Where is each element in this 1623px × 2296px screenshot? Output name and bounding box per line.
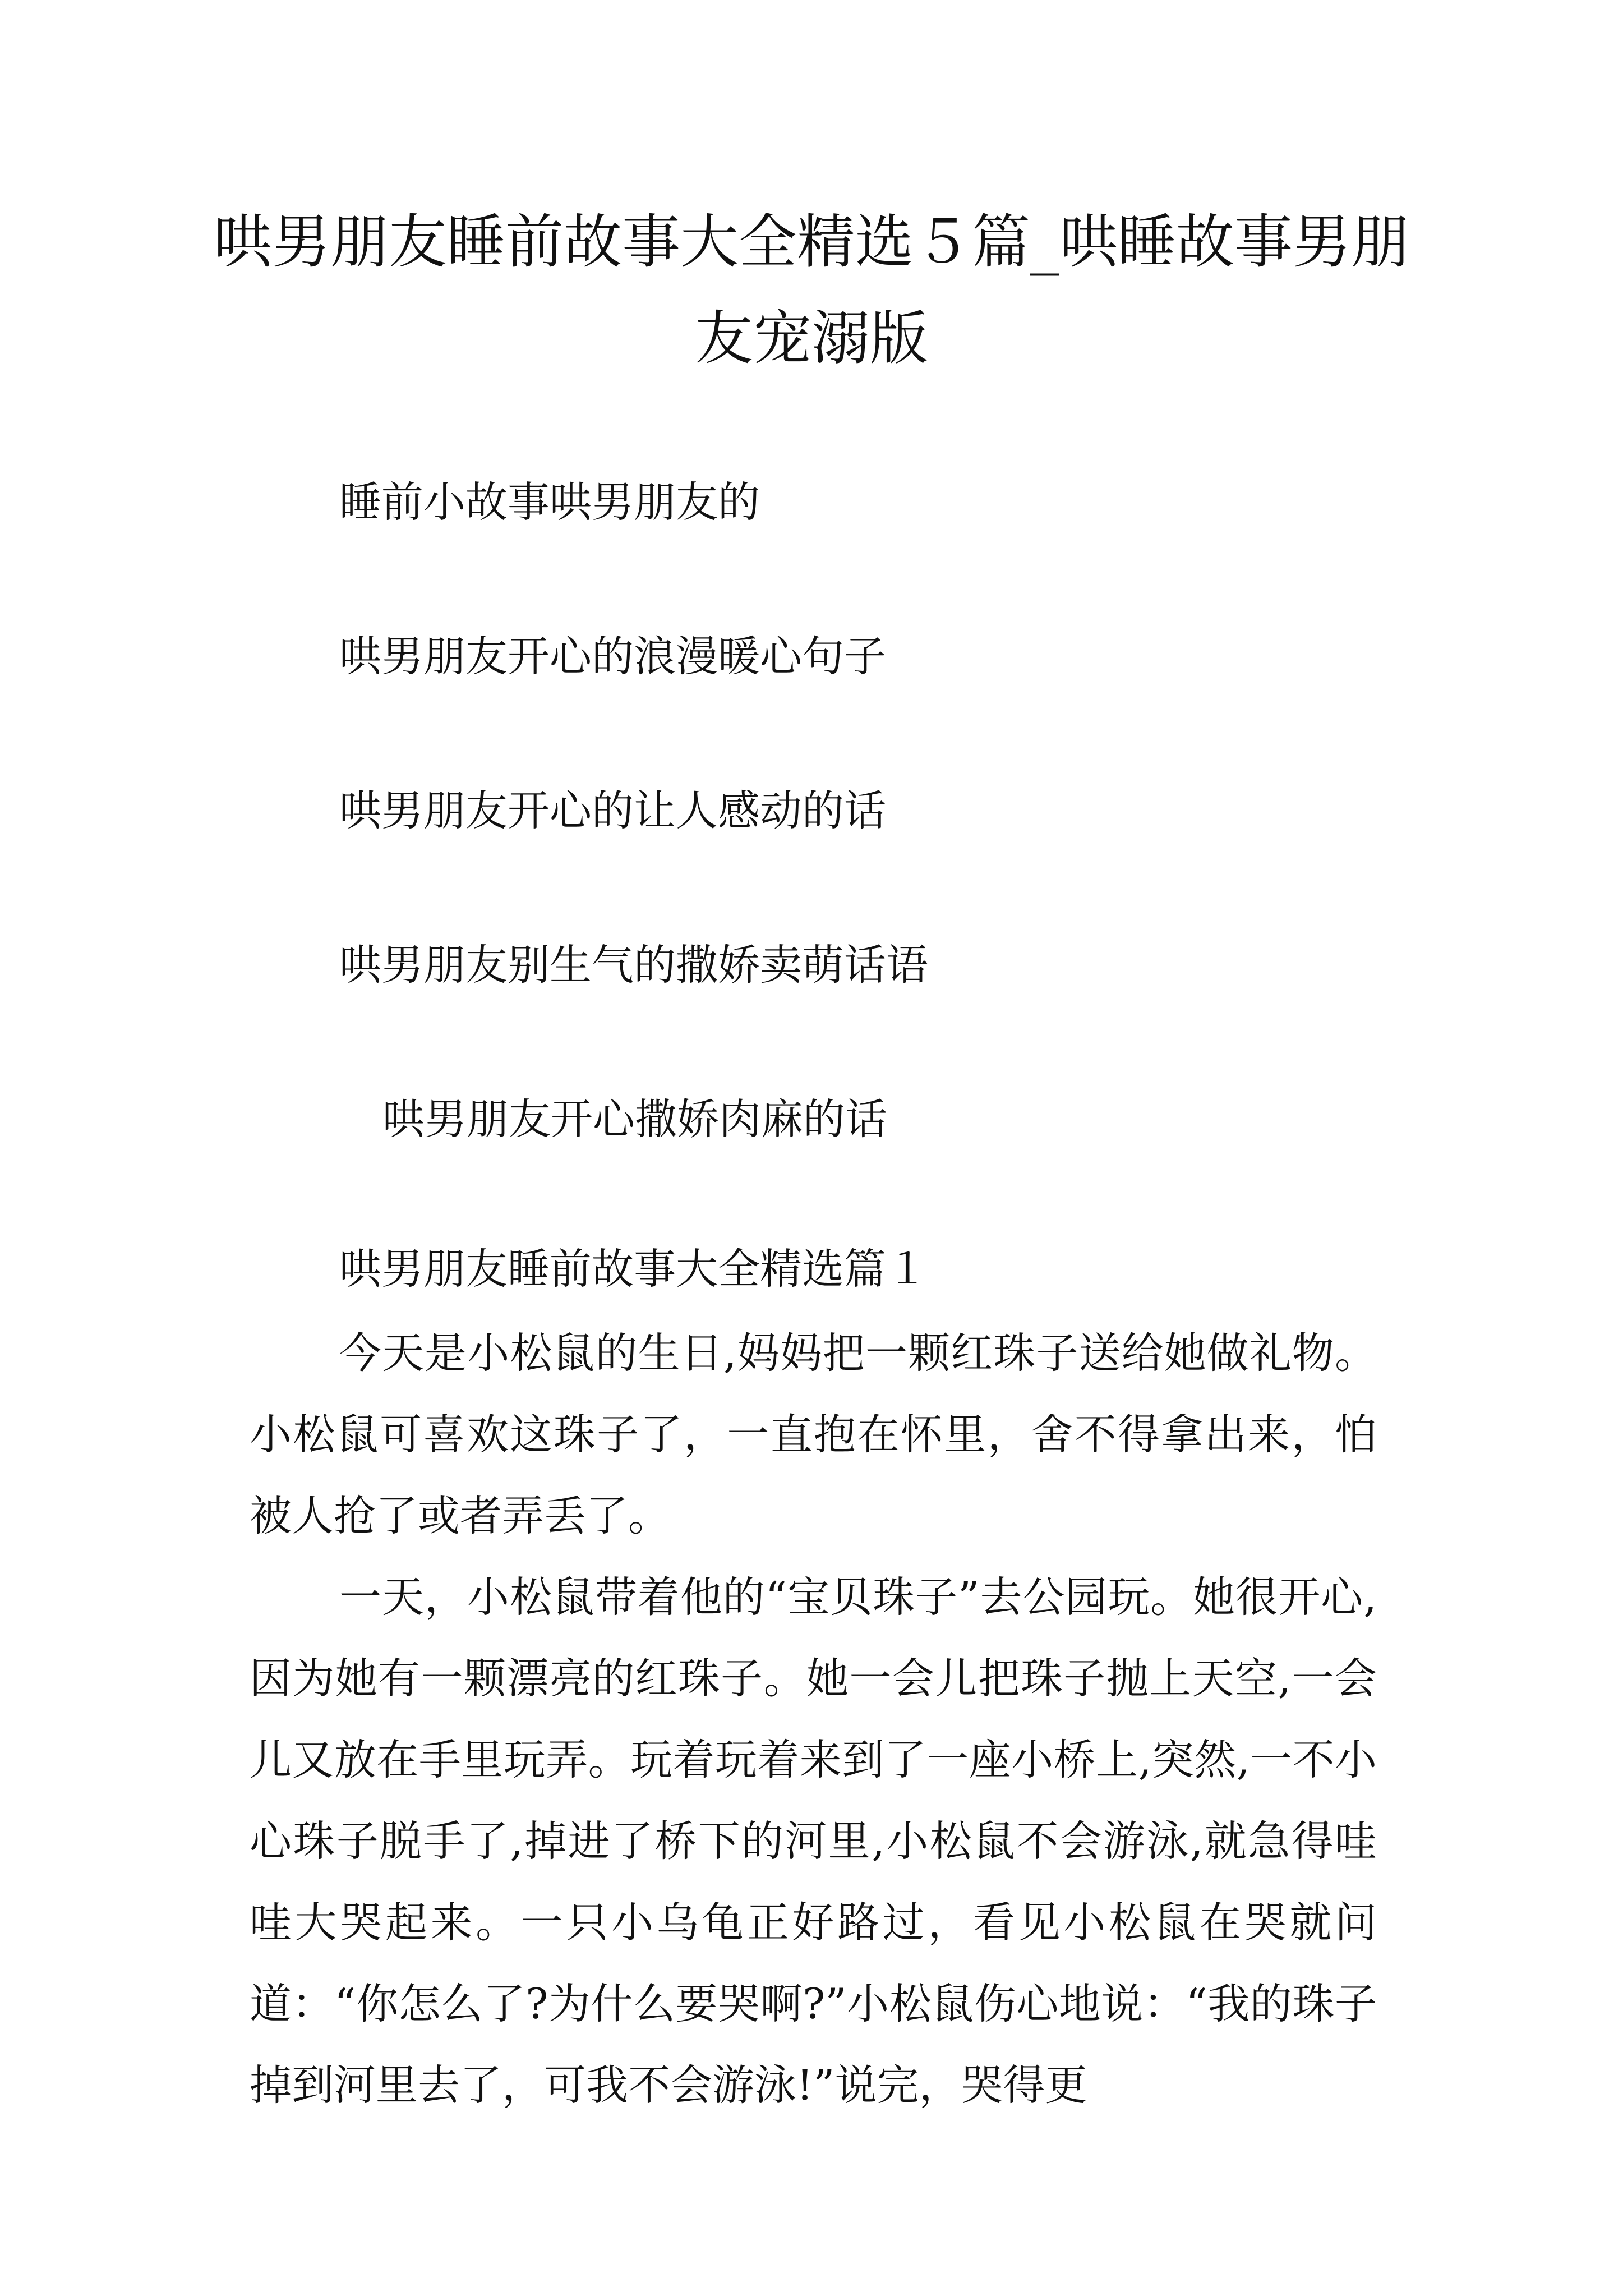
section-title: 哄男朋友睡前故事大全精选篇１ bbox=[339, 1244, 929, 1294]
related-link-5[interactable]: 哄男朋友开心撒娇肉麻的话 bbox=[382, 1094, 888, 1144]
related-link-4[interactable]: 哄男朋友别生气的撒娇卖萌话语 bbox=[339, 940, 929, 990]
story-body bbox=[250, 1313, 1377, 2126]
related-link-2[interactable]: 哄男朋友开心的浪漫暖心句子 bbox=[339, 632, 887, 681]
related-link-1[interactable]: 睡前小故事哄男朋友的 bbox=[339, 477, 760, 527]
related-link-3[interactable]: 哄男朋友开心的让人感动的话 bbox=[339, 786, 887, 835]
document-title: 哄男朋友睡前故事大全精选５篇_哄睡故事男朋友宠溺版 bbox=[213, 208, 1409, 372]
story-paragraph-2: 一天，小松鼠带着他的“宝贝珠子”去公园玩。她很开心,因为她有一颗漂亮的红珠子。她一会儿把珠子抛上天空,一会儿又放在手里玩弄。玩着玩着来到了一座小桥上,突然,一不小心珠子脱手了,掉进了桥下的河里,小松鼠不会游泳,就急得哇哇大哭起来。一只小乌龟正好路过，看见小松鼠在哭就问道：“你怎么了?为什么要哭啊?”小松鼠伤心地说：“我的珠子掉到河里去了，可我不会游泳!”说完，哭得更 bbox=[250, 1572, 1377, 2110]
story-paragraph-1: 今天是小松鼠的生日,妈妈把一颗红珠子送给她做礼物。小松鼠可喜欢这珠子了，一直抱在怀里，舍不得拿出来，怕被人抢了或者弄丢了。 bbox=[250, 1328, 1377, 1540]
